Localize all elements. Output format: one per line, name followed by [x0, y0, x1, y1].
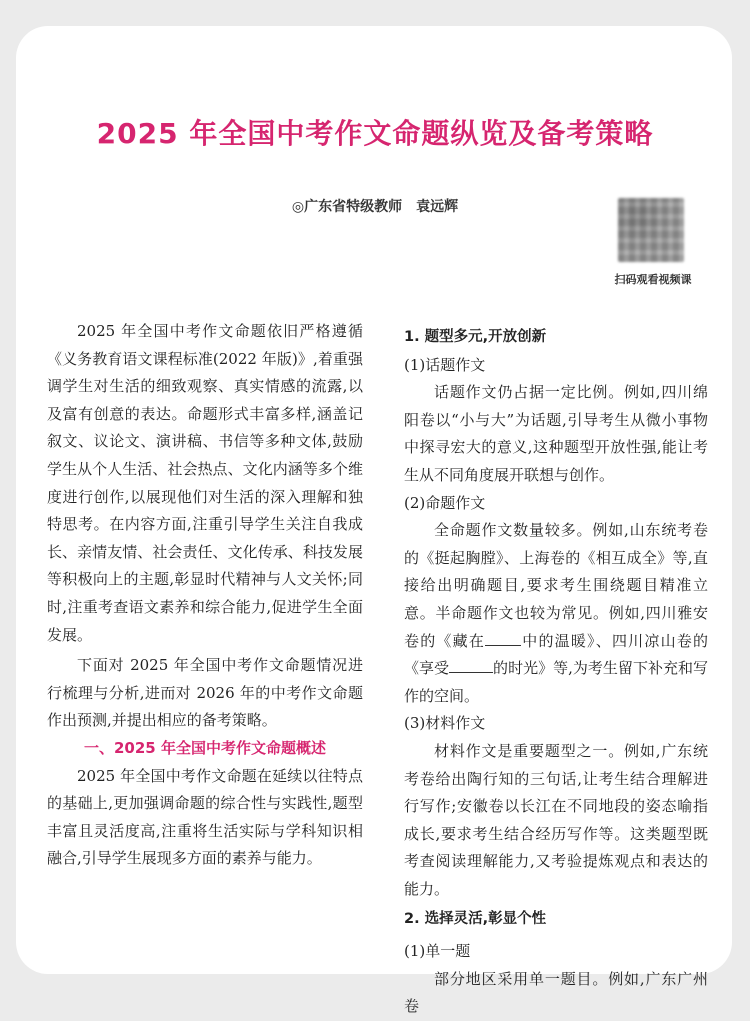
article-title: 2025 年全国中考作文命题纵览及备考策略: [96, 117, 654, 150]
intro-paragraph-1: 2025 年全国中考作文命题依旧严格遵循《义务教育语文课程标准(2022 年版)》,着重强调学生对生活的细致观察、真实情感的流露,以及富有创意的表达。命题形式丰富多样,涵盖记叙文、议论文、演讲稿、书信等多种文体,鼓励学生从个人生活、社会热点、文化内涵等多个维度进行创作,以展现他们对生活的深入理解和独特思考。在内容方面,注重引导学生关注自我成长、亲情友情、社会责任、文化传承、科技发展等积极向上的主题,彰显时代精神与人文关怀;同时,注重考查语文素养和综合能力,促进学生全面发展。: [47, 322, 363, 644]
author-name: 袁远辉: [416, 199, 459, 215]
subsection-material: (3)材料作文: [404, 714, 486, 733]
topic-paragraph: 话题作文仍占据一定比例。例如,四川绵阳卷以“小与大”为话题,引导考生从微小事物中探寻宏大的意义,这种题型开放性强,能让考生从不同角度展开联想与创作。: [404, 383, 708, 484]
subsection-single: (1)单一题: [404, 942, 471, 961]
fill-blank: [485, 631, 521, 646]
titled-paragraph-part-c: 的时光》等,为考生留下补充和写作的空间。: [404, 659, 708, 705]
left-column: [47, 318, 363, 873]
subsection-topic: (1)话题作文: [404, 355, 486, 374]
single-paragraph: 部分地区采用单一题目。例如,广东广州卷: [404, 969, 708, 1016]
titled-paragraph: [404, 517, 708, 710]
titled-paragraph-part-b: 中的温暖》、四川凉山卷的《享受: [404, 631, 708, 678]
qr-code[interactable]: [618, 198, 684, 262]
fill-blank: [449, 658, 493, 673]
titled-paragraph-part-a: 全命题作文数量较多。例如,山东统考卷的《挺起胸膛》、上海卷的《相互成全》等,直接给出明确题目,要求考生围绕题目精准立意。半命题作文也较为常见。例如,四川雅安卷的《藏在: [404, 521, 708, 650]
section-heading-1: 一、2025 年全国中考作文命题概述: [84, 738, 326, 757]
material-paragraph: 材料作文是重要题型之一。例如,广东统考卷给出陶行知的三句话,让考生结合理解进行写作;安徽卷以长江在不同地段的姿态喻指成长,要求考生结合经历写作等。这类题型既考查阅读理解能力,又考验提炼观点和表达的能力。: [404, 741, 708, 898]
right-column: [404, 324, 708, 1021]
section1-paragraph: 2025 年全国中考作文命题在延续以往特点的基础上,更加强调命题的综合性与实践性,题型丰富且灵活度高,注重将生活实际与学科知识相融合,引导学生展现多方面的素养与能力。: [47, 766, 363, 868]
author-affiliation: ◎广东省特级教师: [291, 199, 403, 215]
subheading-2: 2. 选择灵活,彰显个性: [404, 911, 547, 928]
subsection-titled: (2)命题作文: [404, 493, 486, 512]
qr-caption: 扫码观看视频课: [614, 273, 692, 286]
subheading-1: 1. 题型多元,开放创新: [404, 329, 547, 345]
intro-paragraph-2: 下面对 2025 年全国中考作文命题情况进行梳理与分析,进而对 2026 年的中考作文命题作出预测,并提出相应的备考策略。: [47, 656, 363, 730]
